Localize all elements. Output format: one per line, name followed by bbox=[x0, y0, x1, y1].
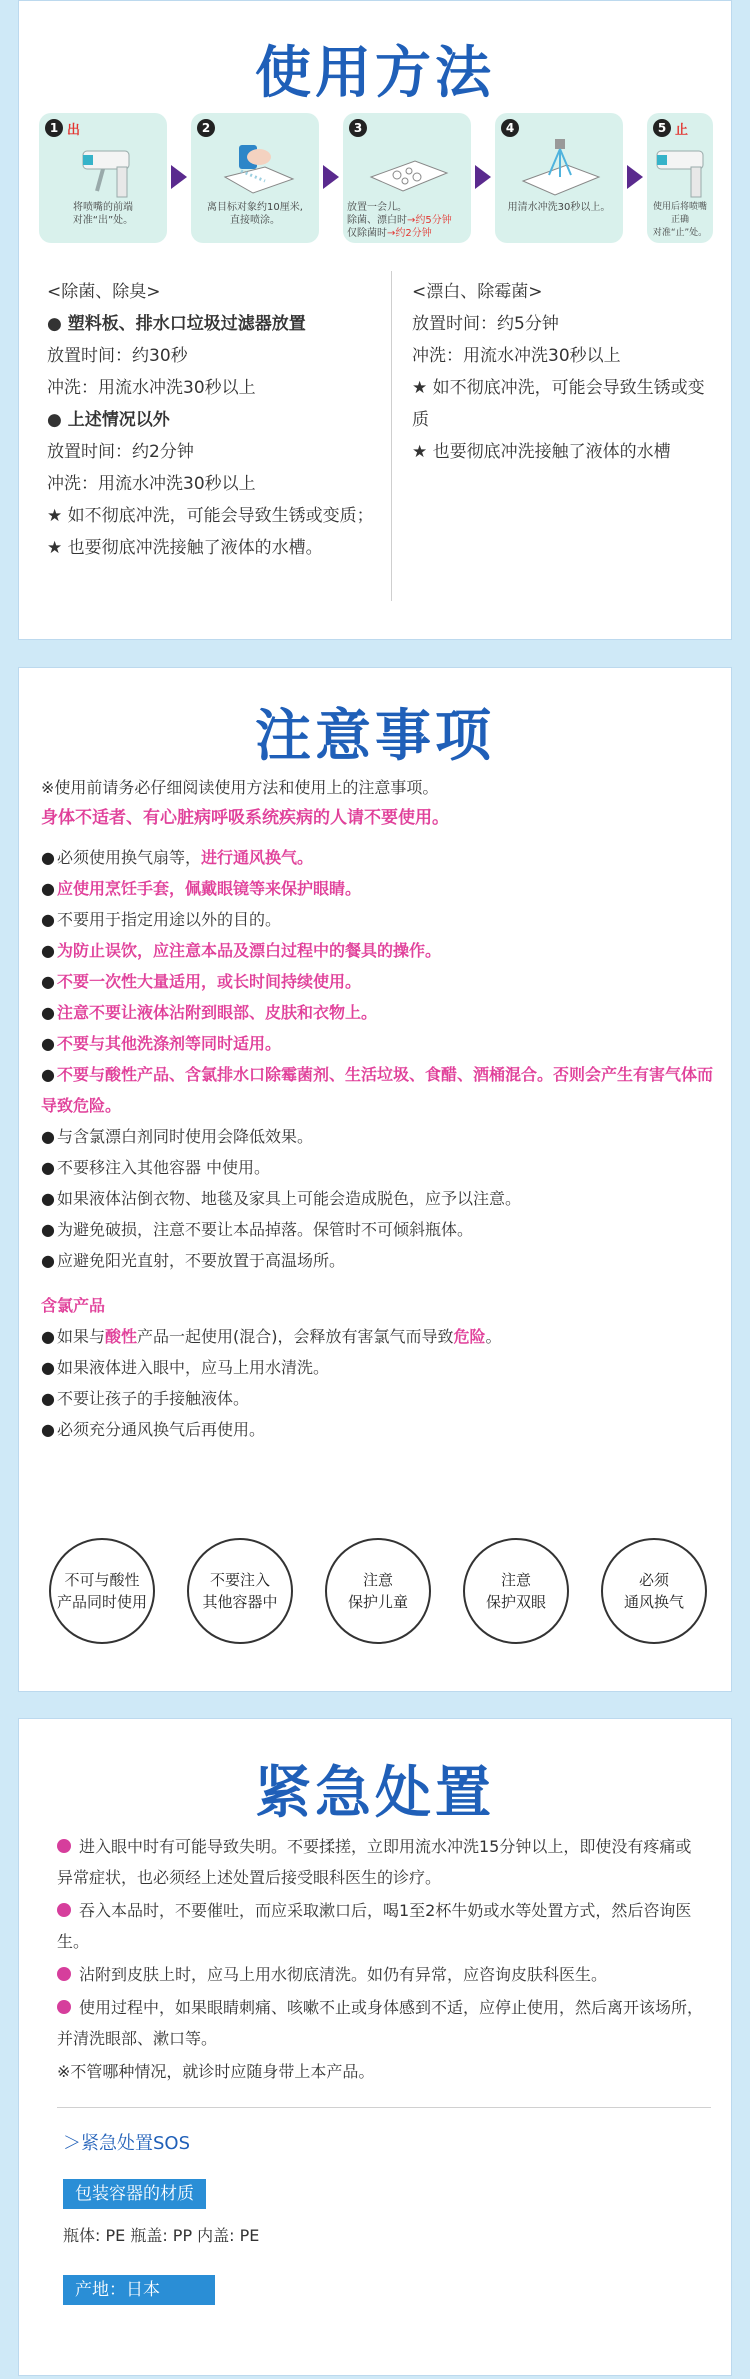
caption-text: 除菌、漂白时 bbox=[347, 215, 407, 226]
chlorine-text: 如果与 bbox=[56, 1327, 105, 1346]
spray-nozzle-icon bbox=[651, 137, 709, 201]
step-number: 3 bbox=[349, 119, 367, 137]
emergency-text: 吞入本品时，不要催吐，而应采取漱口后，喝1至2杯牛奶或水等处置方式，然后咨询医生。 bbox=[57, 1901, 692, 1951]
caution-item bbox=[41, 1214, 721, 1245]
badge-text: 产品同时使用 bbox=[56, 1593, 147, 1611]
section-divider bbox=[57, 2107, 711, 2108]
emergency-item-skin bbox=[57, 1959, 707, 1990]
emergency-item-discomfort bbox=[57, 1992, 707, 2054]
badge-text: 保护双眼 bbox=[485, 1593, 546, 1611]
origin-label: 产地：日本 bbox=[63, 2275, 215, 2305]
emergency-footnote: ※不管哪种情况，就诊时应随身带上本产品。 bbox=[57, 2062, 375, 2081]
left-heading: <除菌、除臭> bbox=[47, 282, 161, 302]
badge-no-acid bbox=[49, 1538, 155, 1644]
emergency-text: 使用过程中，如果眼睛刺痛、咳嗽不止或身体感到不适，应停止使用，然后离开该场所，并清洗眼部、漱口等。 bbox=[57, 1998, 704, 2048]
caution-text: 如果液体沾倒衣物、地毯及家具上可能会造成脱色，应予以注意。 bbox=[56, 1189, 521, 1208]
caution-item bbox=[41, 1152, 721, 1183]
chlorine-item bbox=[41, 1383, 721, 1414]
caution-item bbox=[41, 966, 721, 997]
spray-nozzle-icon bbox=[53, 137, 153, 201]
caution-emphasis: 不要一次性大量适用，或长时间持续使用。 bbox=[56, 972, 361, 991]
chlorine-emphasis: 酸性 bbox=[104, 1327, 137, 1346]
badge-protect-eyes bbox=[463, 1538, 569, 1644]
caution-emphasis: 进行通风换气。 bbox=[200, 848, 313, 867]
caution-emphasis: 不要与酸性产品、含氯排水口除霉菌剂、生活垃圾、食醋、酒桶混合。否则会产生有害气体而导致危险。 bbox=[41, 1065, 713, 1115]
badge-text: 不可与酸性 bbox=[64, 1571, 140, 1589]
caution-text: 应避免阳光直射，不要放置于高温场所。 bbox=[56, 1251, 345, 1270]
left-note-sink: ★ 也要彻底冲洗接触了液体的水槽。 bbox=[47, 538, 323, 558]
step-caption bbox=[651, 201, 709, 240]
badge-text: 保护儿童 bbox=[347, 1593, 408, 1611]
caution-text: 不要用于指定用途以外的目的。 bbox=[56, 910, 281, 929]
caption-line: 使用后将喷嘴正确 bbox=[652, 202, 707, 225]
caption-time: →约2分钟 bbox=[387, 228, 432, 239]
step-number: 1 bbox=[45, 119, 63, 137]
arrow-icon bbox=[323, 165, 339, 189]
right-note-rust: ★ 如不彻底冲洗，可能会导致生锈或变质 bbox=[412, 378, 705, 430]
bullet-dot-icon bbox=[57, 2000, 71, 2014]
step-tag: 出 bbox=[67, 123, 81, 138]
case1-rinse: 冲洗：用流水冲洗30秒以上 bbox=[47, 378, 256, 398]
caution-panel bbox=[18, 667, 732, 1692]
badge-ventilate bbox=[601, 1538, 707, 1644]
caption-text: 仅除菌时 bbox=[347, 228, 387, 239]
emergency-panel bbox=[18, 1718, 732, 2376]
caption-line: 用清水冲洗30秒以上。 bbox=[507, 202, 611, 213]
column-divider bbox=[391, 271, 392, 601]
caution-text: 与含氯漂白剂同时使用会降低效果。 bbox=[56, 1127, 313, 1146]
warning-badges bbox=[41, 1538, 721, 1648]
step-caption bbox=[499, 201, 619, 214]
step-3 bbox=[343, 113, 471, 243]
chlorine-item bbox=[41, 1352, 721, 1383]
badge-text: 注意 bbox=[500, 1571, 531, 1589]
chlorine-text: 产品一起使用(混合)，会释放有害氯气而导致 bbox=[137, 1327, 454, 1346]
usage-left-column bbox=[47, 276, 387, 564]
bullet-dot-icon bbox=[57, 1839, 71, 1853]
caution-item bbox=[41, 1183, 721, 1214]
emergency-body bbox=[57, 1831, 707, 2087]
caution-list bbox=[41, 842, 721, 1276]
badge-text: 不要注入 bbox=[209, 1571, 270, 1589]
right-note-sink: ★ 也要彻底冲洗接触了液体的水槽 bbox=[412, 442, 671, 462]
bullet-dot-icon bbox=[57, 1903, 71, 1917]
emergency-text: 沾附到皮肤上时，应马上用水彻底清洗。如仍有异常，应咨询皮肤科医生。 bbox=[79, 1965, 608, 1984]
chlorine-text: 不要让孩子的手接触液体。 bbox=[56, 1389, 249, 1408]
badge-protect-children bbox=[325, 1538, 431, 1644]
right-heading: <漂白、除霉菌> bbox=[412, 282, 543, 302]
emergency-text: 进入眼中时有可能导致失明。不要揉搓，立即用流水冲洗15分钟以上，即使没有疼痛或异常症状，也必须经上述处置后接受眼科医生的诊疗。 bbox=[57, 1837, 692, 1887]
caution-emphasis: 不要与其他洗涤剂等同时适用。 bbox=[56, 1034, 281, 1053]
caution-item bbox=[41, 1059, 721, 1121]
chlorine-item bbox=[41, 1321, 721, 1352]
badge-no-transfer bbox=[187, 1538, 293, 1644]
caption-line: 将喷嘴的前端 bbox=[73, 202, 133, 213]
usage-panel bbox=[18, 0, 732, 640]
chlorine-text: 如果液体进入眼中，应马上用水清洗。 bbox=[56, 1358, 329, 1377]
step-caption bbox=[347, 201, 467, 240]
caption-line bbox=[347, 214, 467, 227]
caution-intro: ※使用前请务必仔细阅读使用方法和使用上的注意事项。 bbox=[41, 778, 439, 797]
strong-warning: 身体不适者、有心脏病呼吸系统疾病的人请不要使用。 bbox=[41, 808, 449, 828]
usage-steps bbox=[39, 113, 713, 243]
chlorine-text: 必须充分通风换气后再使用。 bbox=[56, 1420, 265, 1439]
right-rinse: 冲洗：用流水冲洗30秒以上 bbox=[412, 346, 621, 366]
caption-line: 对准“出”处。 bbox=[72, 215, 134, 226]
caution-text: 为避免破损，注意不要让本品掉落。保管时不可倾斜瓶体。 bbox=[56, 1220, 473, 1239]
caution-item bbox=[41, 1121, 721, 1152]
emergency-item-eyes bbox=[57, 1831, 707, 1893]
caution-emphasis: 为防止误饮，应注意本品及漂白过程中的餐具的操作。 bbox=[56, 941, 441, 960]
usage-right-column bbox=[412, 276, 712, 468]
right-time: 放置时间：约5分钟 bbox=[412, 314, 559, 334]
chlorine-list bbox=[41, 1321, 721, 1445]
caption-line: 直接喷涂。 bbox=[230, 215, 280, 226]
case2-title: ● 上述情况以外 bbox=[47, 410, 170, 430]
material-label: 包装容器的材质 bbox=[63, 2179, 206, 2209]
usage-title: 使用方法 bbox=[255, 41, 495, 106]
step-2 bbox=[191, 113, 319, 243]
emergency-title: 紧急处置 bbox=[255, 1761, 495, 1826]
spray-hand-icon bbox=[205, 137, 305, 201]
left-note-rust: ★ 如不彻底冲洗，可能会导致生锈或变质； bbox=[47, 506, 374, 526]
caution-emphasis: 注意不要让液体沾附到眼部、皮肤和衣物上。 bbox=[56, 1003, 377, 1022]
arrow-icon bbox=[171, 165, 187, 189]
step-5 bbox=[647, 113, 713, 243]
step-number: 4 bbox=[501, 119, 519, 137]
caution-title: 注意事项 bbox=[255, 704, 495, 769]
caption-line bbox=[347, 227, 467, 240]
step-number: 2 bbox=[197, 119, 215, 137]
caution-item bbox=[41, 935, 721, 966]
caution-item bbox=[41, 842, 721, 873]
caution-item bbox=[41, 904, 721, 935]
caption-line: 离目标对象约10厘米, bbox=[207, 202, 303, 213]
case1-time: 放置时间：约30秒 bbox=[47, 346, 188, 366]
arrow-icon bbox=[627, 165, 643, 189]
caution-item bbox=[41, 997, 721, 1028]
caution-emphasis: 应使用烹饪手套，佩戴眼镜等来保护眼睛。 bbox=[56, 879, 361, 898]
caption-line: 对准“止”处。 bbox=[652, 228, 708, 238]
step-1 bbox=[39, 113, 167, 243]
case2-rinse: 冲洗：用流水冲洗30秒以上 bbox=[47, 474, 256, 494]
emergency-item-swallow bbox=[57, 1895, 707, 1957]
sos-title: ＞紧急处置SOS bbox=[63, 2133, 191, 2154]
badge-text: 注意 bbox=[362, 1571, 393, 1589]
caution-text: 必须使用换气扇等， bbox=[56, 848, 201, 867]
caption-time: →约5分钟 bbox=[407, 215, 452, 226]
badge-text: 其他容器中 bbox=[202, 1593, 278, 1611]
step-caption bbox=[195, 201, 315, 227]
caution-item bbox=[41, 1245, 721, 1276]
case2-time: 放置时间：约2分钟 bbox=[47, 442, 194, 462]
caution-item bbox=[41, 1028, 721, 1059]
bullet-dot-icon bbox=[57, 1967, 71, 1981]
caution-body bbox=[41, 772, 721, 1445]
step-tag: 止 bbox=[675, 123, 689, 138]
case1-title: ● 塑料板、排水口垃圾过滤器放置 bbox=[47, 314, 306, 334]
arrow-icon bbox=[475, 165, 491, 189]
chlorine-heading: 含氯产品 bbox=[41, 1296, 106, 1315]
chlorine-emphasis: 危险 bbox=[453, 1327, 486, 1346]
caution-text: 不要移注入其他容器 中使用。 bbox=[56, 1158, 271, 1177]
badge-text: 必须 bbox=[638, 1571, 669, 1589]
chlorine-text: 。 bbox=[485, 1327, 502, 1346]
caption-line: 放置一会儿。 bbox=[347, 202, 407, 213]
badge-text: 通风换气 bbox=[623, 1593, 684, 1611]
foam-board-icon bbox=[357, 137, 457, 201]
chlorine-item bbox=[41, 1414, 721, 1445]
step-4 bbox=[495, 113, 623, 243]
rinse-water-icon bbox=[509, 137, 609, 201]
caution-item bbox=[41, 873, 721, 904]
material-value: 瓶体: PE 瓶盖: PP 内盖: PE bbox=[63, 2226, 260, 2245]
step-number: 5 bbox=[653, 119, 671, 137]
step-caption bbox=[43, 201, 163, 227]
